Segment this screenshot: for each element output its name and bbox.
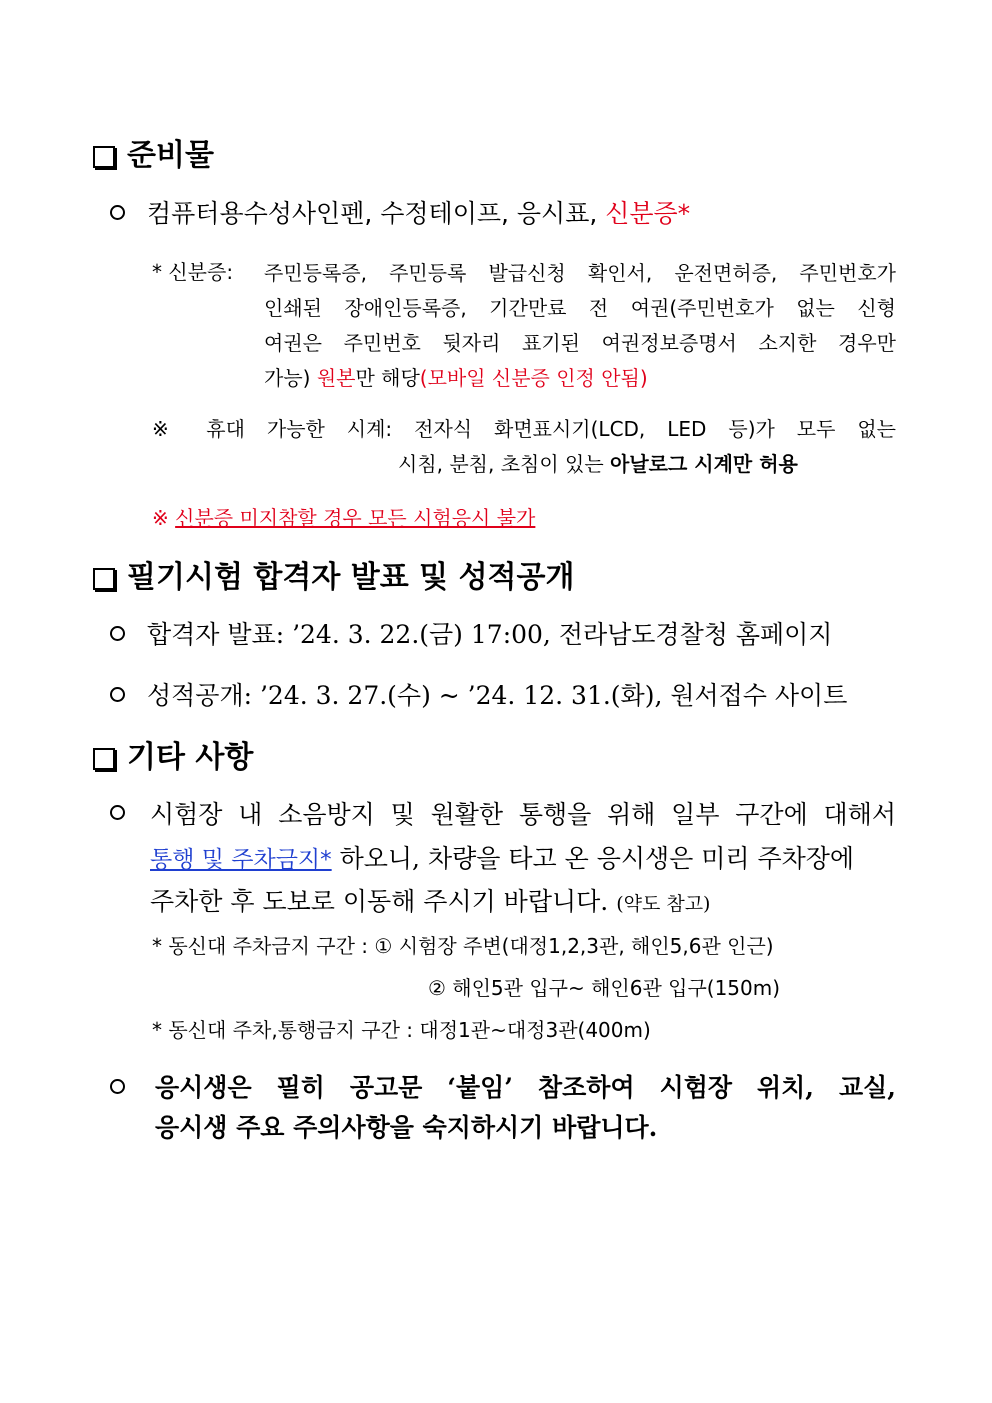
watch-note-line-1: ※ 휴대 가능한 시계: 전자식 화면표시기(LCD, LED 등)가 모두 없는 <box>152 417 896 441</box>
circle-bullet-icon <box>110 1073 147 1102</box>
watch-note-line-2: 시침, 분침, 초침이 있는 아날로그 시계만 허용 <box>398 452 798 476</box>
checkbox-square-icon <box>93 568 115 590</box>
id-card-required: 신분증* <box>605 199 691 228</box>
other-item-line-3: 주차한 후 도보로 이동해 주시기 바랍니다. (약도 참고) <box>150 887 711 916</box>
id-note-line-1: 주민등록증, 주민등록 발급신청 확인서, 운전면허증, 주민번호가 <box>264 261 896 285</box>
other-item-line-2: 통행 및 주차금지* 하오니, 차량을 타고 온 응시생은 미리 주차장에 <box>150 844 855 873</box>
section-heading-preparation: 준비물 <box>93 130 214 174</box>
other-item-2-line-1: 응시생은 필히 공고문 ‘붙임’ 참조하여 시험장 위치, 교실, <box>155 1073 896 1102</box>
preparation-item: 컴퓨터용수성사인펜, 수정테이프, 응시표, 신분증* <box>110 194 690 230</box>
parking-zone-2: ② 해인5관 입구~ 해인6관 입구(150m) <box>428 976 781 1000</box>
results-item-scores: 성적공개: ’24. 3. 27.(수) ~ ’24. 12. 31.(화), 원서접수 사이트 <box>110 676 847 712</box>
checkbox-square-icon <box>93 748 115 770</box>
section-heading-results: 필기시험 합격자 발표 및 성적공개 <box>93 552 575 596</box>
parking-zone-1: * 동신대 주차금지 구간 : ① 시험장 주변(대정1,2,3관, 해인5,6관 인근) <box>152 934 774 958</box>
id-note-line-4: 가능) 원본만 해당(모바일 신분증 인정 안됨) <box>264 366 648 390</box>
circle-bullet-icon <box>110 687 125 702</box>
circle-bullet-icon <box>110 205 125 220</box>
results-item-announcement: 합격자 발표: ’24. 3. 22.(금) 17:00, 전라남도경찰청 홈페이지 <box>110 615 832 651</box>
id-note-line-3: 여권은 주민번호 뒷자리 표기된 여권정보증명서 소지한 경우만 <box>264 331 896 355</box>
id-note-line-2: 인쇄된 장애인등록증, 기간만료 전 여권(주민번호가 없는 신형 <box>264 296 896 320</box>
id-warning: ※ 신분증 미지참할 경우 모든 시험응시 불가 <box>152 506 536 530</box>
circle-bullet-icon <box>110 626 125 641</box>
other-item-line-1: 시험장 내 소음방지 및 원활한 통행을 위해 일부 구간에 대해서 <box>150 800 896 829</box>
no-parking-notice: 통행 및 주차금지* <box>150 847 332 873</box>
other-item-2-line-2: 응시생 주요 주의사항을 숙지하시기 바랍니다. <box>155 1113 658 1142</box>
id-note-label: * 신분증: <box>152 260 234 284</box>
checkbox-square-icon <box>93 146 115 168</box>
parking-zone-3: * 동신대 주차,통행금지 구간 : 대정1관~대정3관(400m) <box>152 1018 651 1042</box>
circle-bullet-icon <box>110 799 147 828</box>
section-heading-other: 기타 사항 <box>93 732 253 776</box>
